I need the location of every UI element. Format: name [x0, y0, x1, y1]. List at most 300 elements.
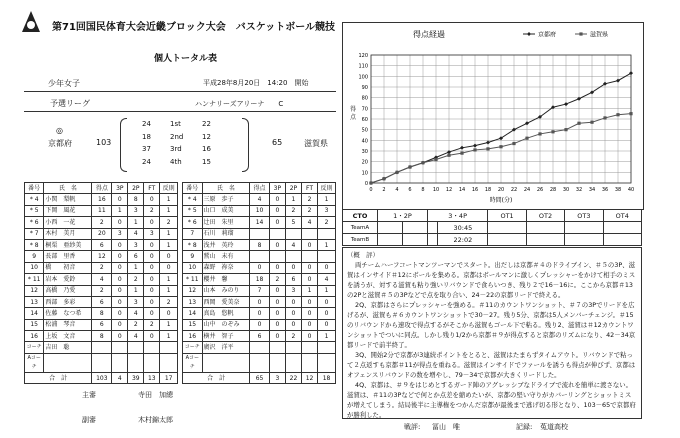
table-row: [183, 274, 336, 285]
x-tick-label: 26: [536, 187, 544, 193]
player-fouls: 1: [160, 319, 178, 330]
player-fouls: 1: [160, 274, 178, 285]
player-ft: 0: [144, 296, 160, 307]
blank-cell: [318, 342, 336, 353]
cto-header: 1・2P: [378, 210, 428, 222]
player-number: [183, 331, 203, 342]
player-fouls: 0: [160, 308, 178, 319]
coach-role: Aコーチ: [183, 353, 203, 372]
player-fouls: 0: [318, 308, 336, 319]
player-3p: 0: [112, 331, 128, 342]
y-tick-label: 0: [364, 181, 368, 187]
blank-cell: [318, 353, 336, 372]
player-points: 4: [92, 274, 112, 285]
starter-mark: *: [187, 196, 191, 204]
player-name: 森野 祢奈: [202, 262, 250, 273]
player-ft: 0: [144, 217, 160, 228]
player-name: 高橋 乃愛: [44, 285, 92, 296]
player-fouls: 2: [318, 217, 336, 228]
player-name: 岩本 愛鈴: [44, 274, 92, 285]
legend-label: 京都府: [538, 31, 557, 39]
player-name: 木村 美月: [44, 228, 92, 239]
player-2p: 0: [285, 262, 301, 273]
player-points: 16: [92, 194, 112, 205]
table-row: [25, 194, 178, 205]
scorer-label: 記録:: [516, 423, 533, 431]
table-row: [25, 296, 178, 307]
starter-mark: *: [29, 196, 33, 204]
player-points: 11: [92, 205, 112, 216]
column-header: 番号: [183, 183, 203, 194]
quarter-left-score: 24: [142, 120, 151, 128]
player-name: 三原 歩子: [202, 194, 250, 205]
quarter-left-score: 37: [142, 145, 151, 153]
blank-cell: [128, 342, 144, 353]
table-row: [25, 331, 178, 342]
player-number-value: 9: [190, 253, 195, 261]
data-point-square: [421, 161, 424, 164]
quarter-right-score: 15: [202, 157, 211, 166]
column-header: 氏 名: [202, 183, 250, 194]
player-fouls: 2: [160, 296, 178, 307]
player-number-value: 13: [188, 298, 197, 306]
player-fouls: 0: [160, 262, 178, 273]
data-point-square: [395, 171, 398, 174]
chart-panel: [342, 22, 644, 210]
player-3p: 0: [112, 217, 128, 228]
player-fouls: 3: [318, 205, 336, 216]
player-points: 14: [250, 217, 270, 228]
data-point-square: [564, 128, 567, 131]
cto-cell: [526, 234, 564, 246]
player-number-value: 13: [30, 298, 38, 306]
player-ft: 2: [144, 319, 160, 330]
quarter-label: 2nd: [170, 132, 184, 141]
player-3p: 0: [112, 194, 128, 205]
player-ft: 2: [144, 205, 160, 216]
y-tick-label: 60: [361, 117, 368, 123]
player-2p: 8: [128, 194, 144, 205]
summary-paragraph: 4Q、京都は、＃９をはじめとするガード陣のアグレッシブなドライブで流れを簡単に渡さない。滋賀は、＃11の3Pなどで何とか点差を縮めたいが、京都の堅い守りがカバーリングとショットミスが増えてしまう。結局後半に主導権をつかんだ京都が最後まで逃げ切る形となり、103－65で京都府が勝利した。: [347, 381, 636, 419]
total-points: 65: [250, 372, 270, 383]
column-header: 得点: [250, 183, 270, 194]
table-row: [183, 217, 336, 228]
player-2p: 5: [285, 217, 301, 228]
blank-cell: [128, 353, 144, 372]
blank-cell: [144, 353, 160, 372]
blank-cell: [269, 353, 285, 372]
player-3p: 0: [269, 262, 285, 273]
player-3p: 3: [112, 228, 128, 239]
player-points: 0: [250, 296, 270, 307]
cto-cell: [488, 234, 526, 246]
player-2p: 1: [128, 217, 144, 228]
player-points: 2: [92, 217, 112, 228]
cto-label: CTO: [343, 210, 378, 222]
player-number: [25, 331, 44, 342]
player-name: 辻田 朱里: [202, 217, 250, 228]
starter-mark: *: [187, 207, 191, 215]
totals-row: [25, 372, 178, 383]
x-tick-label: 4: [395, 187, 399, 193]
left-player-table: [24, 182, 178, 384]
table-row: [25, 308, 178, 319]
player-number: [25, 319, 44, 330]
player-fouls: 0: [318, 262, 336, 273]
umpire-name: 木村錦太郎: [138, 416, 173, 424]
totals-label: 合 計: [25, 372, 92, 383]
legend-label: 滋賀県: [590, 31, 609, 39]
category: 少年女子: [48, 79, 80, 88]
y-tick-label: 30: [361, 149, 368, 155]
player-points: 2: [92, 262, 112, 273]
quarter-label: 1st: [170, 120, 181, 128]
player-ft: 0: [302, 319, 318, 330]
score-progress-chart: [343, 23, 643, 209]
player-fouls: [318, 251, 336, 262]
x-tick-label: 30: [562, 187, 570, 193]
column-header: 氏 名: [44, 183, 92, 194]
right-player-table: [182, 182, 336, 384]
cto-header: OT1: [488, 210, 526, 222]
player-3p: 0: [112, 308, 128, 319]
cto-row: [343, 222, 642, 234]
y-axis-label: 得: [349, 106, 357, 113]
summary-body: [347, 260, 637, 420]
y-tick-label: 70: [361, 106, 368, 113]
player-ft: 0: [302, 331, 318, 342]
player-number: [25, 262, 44, 273]
table-row: [25, 274, 178, 285]
total-points: 103: [92, 372, 112, 383]
legend-marker: [527, 32, 531, 36]
player-name: 小西 一花: [44, 217, 92, 228]
player-number: [183, 239, 203, 250]
data-point-diamond: [525, 121, 529, 125]
table-row: [183, 262, 336, 273]
player-number: [25, 251, 44, 262]
player-2p: 1: [128, 285, 144, 296]
total-ft: 13: [144, 372, 160, 383]
round: 予選リーグ: [50, 99, 90, 108]
player-ft: 0: [144, 331, 160, 342]
player-points: 0: [250, 308, 270, 319]
bracket-right: [242, 118, 249, 172]
player-name: 西部 多彩: [44, 296, 92, 307]
quarter-left-score: 18: [142, 132, 151, 141]
player-number: [25, 228, 44, 239]
player-fouls: 1: [160, 205, 178, 216]
player-points: 2: [92, 285, 112, 296]
left-emblem: ◎: [56, 126, 63, 135]
quarter-label: 4th: [170, 157, 182, 166]
player-points: 8: [92, 331, 112, 342]
blank-cell: [112, 353, 128, 372]
chart-title: 得点経過: [413, 30, 445, 39]
cto-cell: [603, 222, 641, 234]
table-row: [25, 251, 178, 262]
player-ft: 2: [302, 194, 318, 205]
player-2p: 2: [285, 331, 301, 342]
cto-cell: [402, 234, 427, 246]
coach-row: [25, 353, 178, 372]
summary-heading: （概 評）: [347, 251, 379, 259]
player-2p: 2: [285, 205, 301, 216]
cto-table: [342, 209, 642, 246]
player-2p: 3: [128, 296, 144, 307]
cto-cell: [427, 234, 438, 246]
player-ft: 0: [144, 239, 160, 250]
player-points: 8: [92, 308, 112, 319]
player-name: 真島 悠帆: [202, 308, 250, 319]
player-points: 7: [250, 285, 270, 296]
table-row: [183, 251, 336, 262]
player-2p: 0: [285, 319, 301, 330]
table-row: [183, 205, 336, 216]
player-ft: 0: [144, 308, 160, 319]
player-ft: 1: [302, 285, 318, 296]
left-team: 京都府: [48, 139, 72, 148]
column-header: 3P: [112, 183, 128, 194]
blank-cell: [302, 342, 318, 353]
x-tick-label: 12: [445, 187, 453, 193]
player-number: [25, 296, 44, 307]
coach-row: [25, 342, 178, 353]
table-row: [183, 319, 336, 330]
data-point-diamond: [486, 140, 490, 144]
player-fouls: 1: [160, 228, 178, 239]
player-number-value: 7: [190, 230, 195, 238]
player-name: 上坂 文音: [44, 331, 92, 342]
player-ft: 0: [144, 251, 160, 262]
player-3p: 1: [112, 205, 128, 216]
player-ft: 0: [144, 194, 160, 205]
sheet-title: 個人トータル表: [154, 54, 218, 64]
player-ft: 0: [302, 296, 318, 307]
starter-mark: *: [29, 207, 33, 215]
column-header: 2P: [128, 183, 144, 194]
x-tick-label: 16: [471, 187, 479, 193]
player-name: 下岡 風花: [44, 205, 92, 216]
player-number-value: 11: [30, 275, 41, 283]
data-point-square: [473, 148, 476, 151]
player-points: 6: [250, 331, 270, 342]
blank-cell: [250, 353, 270, 372]
data-point-square: [525, 137, 528, 140]
player-2p: 0: [285, 296, 301, 307]
player-2p: 0: [285, 308, 301, 319]
quarter-right-score: 12: [202, 132, 211, 141]
player-2p: 3: [128, 205, 144, 216]
blank-cell: [285, 342, 301, 353]
player-2p: 4: [128, 331, 144, 342]
cto-cell: 22:02: [438, 234, 488, 246]
player-number: [183, 194, 203, 205]
cto-cell: 30:45: [438, 222, 488, 234]
right-team: 滋賀県: [304, 139, 328, 148]
x-tick-label: 38: [614, 187, 622, 193]
x-tick-label: 8: [421, 187, 425, 193]
player-3p: 0: [269, 285, 285, 296]
y-tick-label: 110: [358, 63, 368, 70]
total-ft: 12: [302, 372, 318, 383]
player-name: 小関 梨帆: [44, 194, 92, 205]
main-title: 第71回国民体育大会近畿ブロック大会 バスケットボール競技: [52, 22, 336, 33]
player-ft: [302, 251, 318, 262]
totals-row: [183, 372, 336, 383]
cto-row: [343, 234, 642, 246]
x-tick-label: 10: [432, 187, 440, 193]
player-number: [25, 308, 44, 319]
quarter-left-score: 24: [142, 157, 151, 166]
player-fouls: 2: [160, 217, 178, 228]
x-tick-label: 22: [510, 187, 518, 193]
player-name: 長部 里香: [44, 251, 92, 262]
data-point-diamond: [577, 97, 581, 101]
player-2p: [285, 228, 301, 239]
player-name: 松浦 琴音: [44, 319, 92, 330]
player-fouls: 1: [318, 239, 336, 250]
cto-header: 3・4P: [427, 210, 487, 222]
player-number-value: 12: [30, 287, 38, 295]
left-sheet: [20, 4, 338, 436]
x-tick-label: 14: [458, 187, 466, 193]
column-header: 得点: [92, 183, 112, 194]
player-3p: 0: [269, 239, 285, 250]
total-fouls: 17: [160, 372, 178, 383]
player-3p: 0: [112, 262, 128, 273]
player-2p: 6: [285, 274, 301, 285]
player-number-value: 10: [30, 264, 38, 272]
column-header: 2P: [285, 183, 301, 194]
coach-row: [183, 342, 336, 353]
player-number-value: 9: [32, 253, 37, 261]
player-fouls: 4: [318, 274, 336, 285]
total-fouls: 18: [318, 372, 336, 383]
table-row: [25, 228, 178, 239]
player-number-value: 16: [188, 332, 197, 340]
player-points: 4: [250, 194, 270, 205]
data-point-square: [460, 152, 463, 155]
player-ft: 4: [302, 217, 318, 228]
player-2p: 4: [128, 308, 144, 319]
x-tick-label: 18: [484, 187, 492, 193]
player-3p: 0: [269, 308, 285, 319]
data-point-square: [408, 165, 411, 168]
cto-cell: [565, 222, 603, 234]
cto-cell: [402, 222, 427, 234]
x-tick-label: 0: [369, 187, 373, 193]
player-ft: [302, 228, 318, 239]
player-number: [25, 217, 44, 228]
player-2p: 6: [128, 251, 144, 262]
player-3p: [269, 228, 285, 239]
x-tick-label: 40: [627, 187, 635, 193]
player-name: 桐栗 亜紗美: [44, 239, 92, 250]
player-3p: 2: [269, 274, 285, 285]
player-number: [25, 194, 44, 205]
player-2p: 4: [285, 239, 301, 250]
player-points: [250, 251, 270, 262]
player-points: 6: [92, 296, 112, 307]
data-point-square: [512, 142, 515, 145]
column-header: 番号: [25, 183, 44, 194]
player-number: [183, 274, 203, 285]
player-2p: 4: [128, 228, 144, 239]
player-ft: 0: [144, 274, 160, 285]
column-header: FT: [144, 183, 160, 194]
y-tick-label: 20: [361, 159, 368, 166]
player-number-value: 6: [190, 218, 197, 226]
player-2p: 3: [128, 239, 144, 250]
basketball-logo-icon: [20, 10, 42, 36]
x-tick-label: 34: [588, 187, 596, 193]
player-number-value: 4: [190, 196, 197, 204]
player-3p: 0: [112, 319, 128, 330]
player-name: 山本 みのり: [202, 285, 250, 296]
scorer-name: 菟道高校: [540, 423, 568, 431]
x-tick-label: 28: [549, 187, 557, 193]
data-point-square: [499, 145, 502, 148]
starter-mark: *: [187, 241, 191, 249]
player-ft: 0: [302, 239, 318, 250]
player-points: 0: [250, 319, 270, 330]
player-number: [183, 296, 203, 307]
table-row: [183, 239, 336, 250]
data-point-diamond: [564, 102, 568, 106]
player-fouls: 0: [160, 251, 178, 262]
player-3p: 0: [269, 217, 285, 228]
table-row: [25, 205, 178, 216]
total-3p: 4: [112, 372, 128, 383]
blank-cell: [302, 353, 318, 372]
player-ft: 0: [302, 274, 318, 285]
coach-name: 吉田 聡: [44, 342, 92, 353]
player-number-value: 11: [189, 275, 199, 283]
data-point-square: [603, 116, 606, 119]
cto-cell: [378, 234, 403, 246]
player-fouls: 1: [160, 239, 178, 250]
table-row: [25, 217, 178, 228]
x-tick-label: 24: [523, 187, 531, 193]
data-point-square: [577, 122, 580, 125]
player-number-value: 15: [30, 321, 38, 329]
blank-cell: [112, 342, 128, 353]
coach-role: コーチ: [183, 342, 203, 353]
player-3p: 0: [269, 296, 285, 307]
player-name: 西岡 愛美奈: [202, 296, 250, 307]
summary-paragraph: 3Q、開始2分で京都が3連続ポイントをとると、滋賀はたまらずタイムアウト。リバウンドで粘って２点返すも京都＃11が得点を重ねる。滋賀はインサイドでファールを誘うも得点が伸びず、京都はオフェンスリバウンドの数を増やし、79－34で京都が大きくリードした。: [347, 351, 636, 379]
data-point-diamond: [629, 71, 633, 75]
data-point-square: [538, 132, 541, 135]
table-row: [25, 319, 178, 330]
data-point-square: [590, 121, 593, 124]
player-name: 山口 成美: [202, 205, 250, 216]
x-tick-label: 36: [601, 187, 609, 193]
quarter-label: 3rd: [170, 145, 182, 153]
player-name: 橋 初音: [44, 262, 92, 273]
data-point-square: [551, 130, 554, 133]
player-ft: 0: [302, 308, 318, 319]
venue: ハンナリーズアリーナ C: [195, 100, 284, 108]
game-summary: [342, 247, 642, 419]
coach-name: 廣沢 洋平: [202, 342, 250, 353]
player-3p: 0: [112, 274, 128, 285]
player-number-value: 16: [30, 332, 38, 340]
player-3p: [269, 251, 285, 262]
player-fouls: [318, 228, 336, 239]
recorder-name: 冨山 唯: [432, 423, 460, 431]
